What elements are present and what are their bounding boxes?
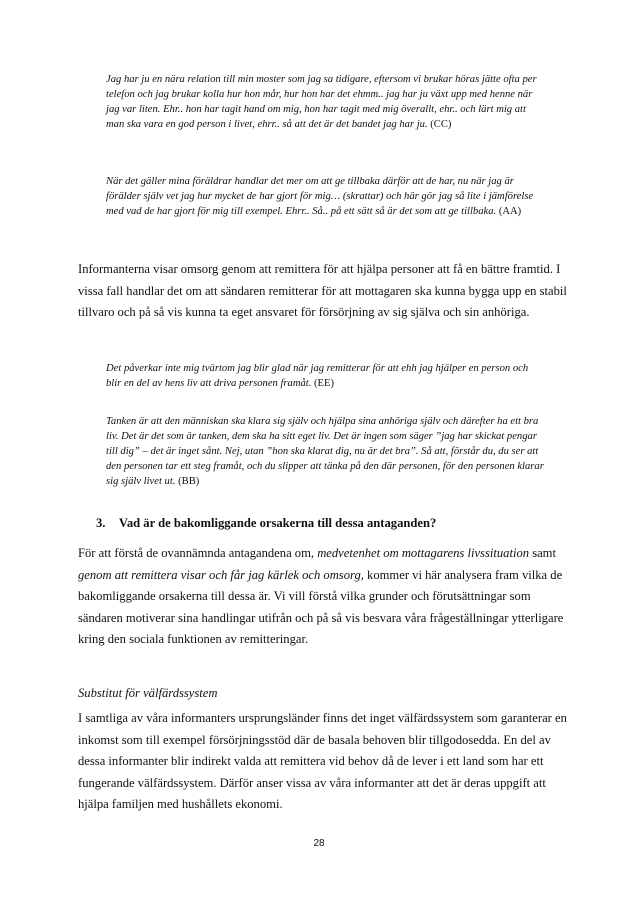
emphasis-text: medvetenhet om mottagarens livssituation [317, 546, 530, 560]
quote-source: (CC) [430, 119, 452, 130]
quote-text: Det påverkar inte mig tvärtom jag blir glad när jag remitterar för att ehh jag hjälper en person och blir en del av hens liv att driva personen framåt. [106, 363, 529, 389]
heading-text: Vad är de bakomliggande orsakerna till dessa antaganden? [118, 516, 437, 530]
paragraph-text: kommer vi här analysera fram vilka de bakomliggande orsakerna till dessa är. Vi vill förstå vilka grunder och förutsättningar som sändaren motiverar sina handlingar utifrån och på så vis besvara våra frågeställningar ytterligare kring den sociala funktionen av remitteringar. [78, 567, 564, 646]
body-paragraph-1: Informanterna visar omsorg genom att remittera för att hjälpa personer att få en bättre framtid. I vissa fall handlar det om att sändaren remitterar för att mottagaren ska kunna bygga upp en stabil tillvaro och på så vis kunna ta eget ansvaret för försörjning av sig själva och sin anhöriga. [78, 262, 567, 319]
quote-text: Tanken är att den människan ska klara sig själv och hjälpa sina anhöriga själv och därefter ha ett bra liv. Det är det som är tanken, dem ska ha sitt eget liv. Det är ingen som säger ”jag har skickat pengar till dig” – det är inget sånt. Nej, utan ”hon ska klarat dig, nu är det bra”. Så att, förstår du, du ser att den personen tar ett steg framåt, och du slipper att tänka på den där personen, för den personen klarar sig själv livet ut. [106, 416, 544, 487]
subheading: Substitut för välfärdssystem [78, 686, 218, 700]
page-number: 28 [313, 838, 325, 849]
emphasis-text: genom att remittera visar och får jag kärlek och omsorg, [78, 567, 364, 582]
body-paragraph-2 [78, 543, 570, 651]
section-heading [96, 516, 566, 531]
quote-source: (BB) [178, 476, 200, 487]
block-quote-ee [106, 361, 546, 391]
block-quote-bb [106, 414, 546, 489]
heading-number: 3. [96, 516, 106, 530]
block-quote-cc [106, 72, 546, 132]
quote-text: När det gäller mina föräldrar handlar det mer om att ge tillbaka därför att de har, nu när jag är förälder själv vet jag hur mycket de har gjort för mig… (skrattar) och här gör jag så lite i jämförelse med vad de har gjort för mig till exempel. Ehrr.. Så.. på ett sätt så är det som att ge tillbaka. [106, 176, 534, 217]
body-paragraph-3: I samtliga av våra informanters ursprungsländer finns det inget välfärdssystem som garanterar en inkomst som till exempel försörjningsstöd där de basala behoven blir tillgodosedda. En del av dessa informanter blir indirekt valda att remittera vid behov då de lever i ett land som har ett fungerande välfärdssystem. Därför anser vissa av våra informanter att det är deras uppgift att hjälpa familjen med hushållets ekonomi. [78, 711, 567, 811]
quote-source: (EE) [314, 378, 335, 389]
paragraph-text: samt [529, 546, 556, 560]
block-quote-aa [106, 174, 546, 219]
quote-source: (AA) [498, 206, 522, 217]
quote-text: Jag har ju en nära relation till min moster som jag sa tidigare, eftersom vi brukar höras jätte ofta per telefon och jag brukar kolla hur hon mår, hur hon har det ehmm.. jag har ju växt upp med henne när jag var liten. Ehr.. hon har tagit hand om mig, hon har tagit med mig överallt, ehr.. och lärt mig att man ska vara en god person i livet, ehrr.. så att det är det bandet jag har ju. [106, 74, 537, 130]
paragraph-text: För att förstå de ovannämnda antagandena om, [78, 546, 318, 560]
